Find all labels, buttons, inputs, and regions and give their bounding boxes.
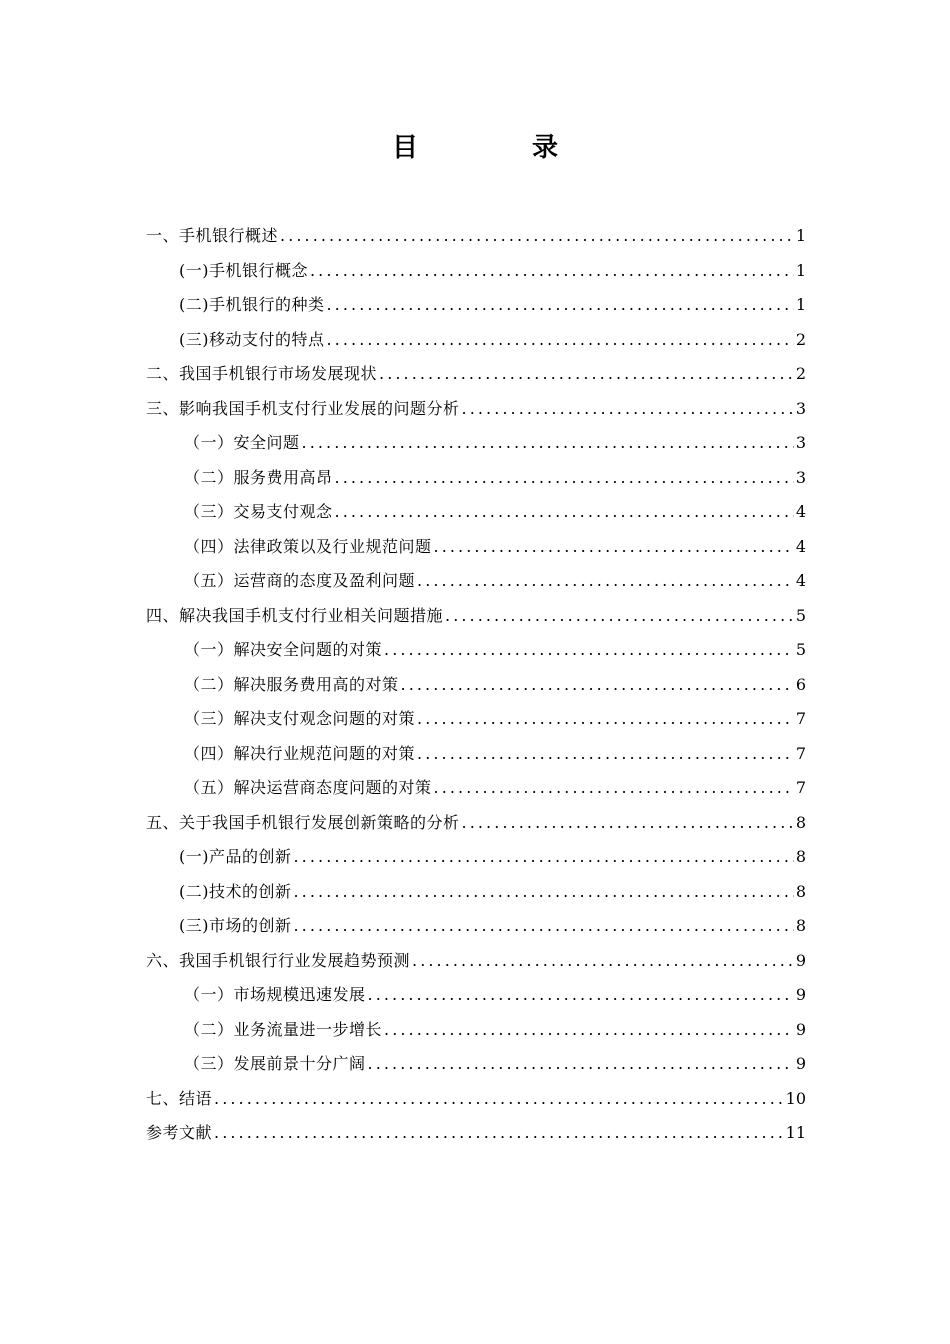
- toc-entry[interactable]: [146, 737, 806, 772]
- toc-entry-label: (三)市场的创新: [179, 916, 292, 935]
- toc-entry-page-number: 11: [785, 1123, 806, 1142]
- toc-entry-page-number: 9: [795, 985, 806, 1004]
- toc-entry-page-number: 4: [795, 571, 806, 590]
- toc-entry-label: （一）市场规模迅速发展: [184, 985, 366, 1004]
- toc-entry[interactable]: [146, 564, 806, 599]
- toc-entry[interactable]: [146, 978, 806, 1013]
- toc-entry-label: (一)手机银行概念: [179, 260, 308, 280]
- toc-dot-leader: [335, 495, 794, 530]
- toc-dot-leader: [327, 323, 794, 358]
- toc-entry[interactable]: [146, 1047, 806, 1082]
- toc-entry-label: 二、我国手机银行市场发展现状: [146, 364, 378, 383]
- toc-entry-label: （一）安全问题: [184, 433, 300, 452]
- toc-entry[interactable]: [146, 944, 806, 979]
- toc-dot-leader: [214, 1116, 784, 1151]
- toc-entry-page-number: 2: [795, 364, 806, 383]
- toc-entry[interactable]: [146, 1116, 806, 1151]
- toc-entry-label: 参考文献: [146, 1123, 213, 1142]
- toc-entry-page-number: 1: [795, 295, 806, 314]
- toc-entry[interactable]: [146, 702, 806, 737]
- toc-entry[interactable]: [146, 599, 806, 634]
- toc-entry[interactable]: [146, 495, 806, 530]
- toc-entry-page-number: 7: [795, 778, 806, 797]
- toc-entry[interactable]: [146, 875, 806, 910]
- toc-dot-leader: [417, 737, 794, 772]
- toc-entry-label: （一）解决安全问题的对策: [184, 640, 383, 659]
- toc-entry-page-number: 8: [795, 916, 806, 935]
- toc-dot-leader: [294, 875, 794, 910]
- toc-entry[interactable]: [146, 426, 806, 461]
- toc-entry-page-number: 5: [795, 605, 806, 625]
- toc-entry[interactable]: [146, 288, 806, 323]
- toc-dot-leader: [294, 840, 794, 875]
- toc-dot-leader: [462, 806, 794, 841]
- toc-entry-page-number: 3: [795, 398, 806, 418]
- toc-entry[interactable]: [146, 530, 806, 565]
- toc-entry-page-number: 8: [795, 847, 806, 866]
- toc-entry-page-number: 8: [795, 812, 806, 832]
- toc-entry-label: 七、结语: [146, 1088, 213, 1108]
- toc-entry-page-number: 5: [795, 640, 806, 659]
- toc-entry[interactable]: [146, 1013, 806, 1048]
- toc-entry-label: （二）业务流量进一步增长: [184, 1019, 383, 1039]
- toc-dot-leader: [417, 702, 794, 737]
- toc-entry[interactable]: [146, 909, 806, 944]
- page-title: 目 录: [391, 133, 602, 163]
- toc-entry-label: （四）法律政策以及行业规范问题: [184, 536, 432, 556]
- toc-entry-page-number: 3: [795, 433, 806, 452]
- toc-entry-page-number: 4: [795, 502, 806, 521]
- toc-entry[interactable]: [146, 1082, 806, 1117]
- toc-entry-page-number: 8: [795, 881, 806, 901]
- toc-dot-leader: [384, 633, 794, 668]
- toc-dot-leader: [368, 1047, 794, 1082]
- toc-entry[interactable]: [146, 323, 806, 358]
- toc-dot-leader: [310, 254, 794, 289]
- toc-entry-page-number: 7: [795, 743, 806, 763]
- toc-entry-page-number: 7: [795, 709, 806, 728]
- toc-entry[interactable]: [146, 254, 806, 289]
- toc-entry-page-number: 6: [795, 674, 806, 694]
- toc-dot-leader: [384, 1013, 794, 1048]
- toc-dot-leader: [280, 219, 794, 254]
- toc-dot-leader: [445, 599, 794, 634]
- toc-entry-label: （三）解决支付观念问题的对策: [184, 709, 416, 728]
- toc-entry-label: （三）发展前景十分广阔: [184, 1054, 366, 1073]
- toc-entry[interactable]: [146, 806, 806, 841]
- toc-entry[interactable]: [146, 357, 806, 392]
- toc-entry[interactable]: [146, 771, 806, 806]
- toc-entry-page-number: 2: [795, 329, 806, 349]
- toc-dot-leader: [434, 530, 794, 565]
- toc-entry-label: 一、手机银行概述: [146, 226, 279, 245]
- toc-entry-label: (三)移动支付的特点: [179, 329, 325, 349]
- toc-dot-leader: [379, 357, 794, 392]
- toc-entry-label: （五）解决运营商态度问题的对策: [184, 778, 432, 797]
- toc-entry-page-number: 1: [795, 226, 806, 245]
- toc-entry-label: (二)手机银行的种类: [179, 295, 325, 314]
- toc-entry-label: (二)技术的创新: [179, 881, 292, 901]
- toc-entry[interactable]: [146, 219, 806, 254]
- toc-dot-leader: [335, 461, 794, 496]
- toc-entry-label: （五）运营商的态度及盈利问题: [184, 571, 416, 590]
- toc-entry-label: （三）交易支付观念: [184, 502, 333, 521]
- toc-dot-leader: [417, 564, 794, 599]
- toc-entry-label: （二）解决服务费用高的对策: [184, 674, 399, 694]
- toc-dot-leader: [294, 909, 794, 944]
- toc-dot-leader: [327, 288, 794, 323]
- toc-entry-label: 三、影响我国手机支付行业发展的问题分析: [146, 398, 460, 418]
- toc-entry-label: 五、关于我国手机银行发展创新策略的分析: [146, 812, 460, 832]
- toc-entry[interactable]: [146, 668, 806, 703]
- toc-dot-leader: [302, 426, 794, 461]
- toc-entry-page-number: 9: [795, 1054, 806, 1073]
- toc-entry[interactable]: [146, 840, 806, 875]
- toc-entry[interactable]: [146, 461, 806, 496]
- toc-entry[interactable]: [146, 392, 806, 427]
- toc-entry-label: 六、我国手机银行行业发展趋势预测: [146, 950, 411, 970]
- toc-entry-page-number: 9: [795, 1019, 806, 1039]
- toc-dot-leader: [462, 392, 794, 427]
- toc-entry-page-number: 1: [795, 260, 806, 280]
- toc-entry-label: （四）解决行业规范问题的对策: [184, 743, 416, 763]
- toc-entry-label: (一)产品的创新: [179, 847, 292, 866]
- toc-entry-page-number: 9: [795, 950, 806, 970]
- toc-dot-leader: [401, 668, 794, 703]
- toc-entry-page-number: 4: [795, 536, 806, 556]
- toc-entry-label: （二）服务费用高昂: [184, 467, 333, 487]
- toc-dot-leader: [368, 978, 794, 1013]
- toc-entry-label: 四、解决我国手机支付行业相关问题措施: [146, 605, 444, 625]
- table-of-contents: [146, 219, 806, 1151]
- toc-dot-leader: [434, 771, 794, 806]
- toc-entry-page-number: 10: [785, 1088, 806, 1108]
- toc-entry[interactable]: [146, 633, 806, 668]
- toc-dot-leader: [412, 944, 794, 979]
- toc-dot-leader: [214, 1082, 784, 1117]
- toc-entry-page-number: 3: [795, 467, 806, 487]
